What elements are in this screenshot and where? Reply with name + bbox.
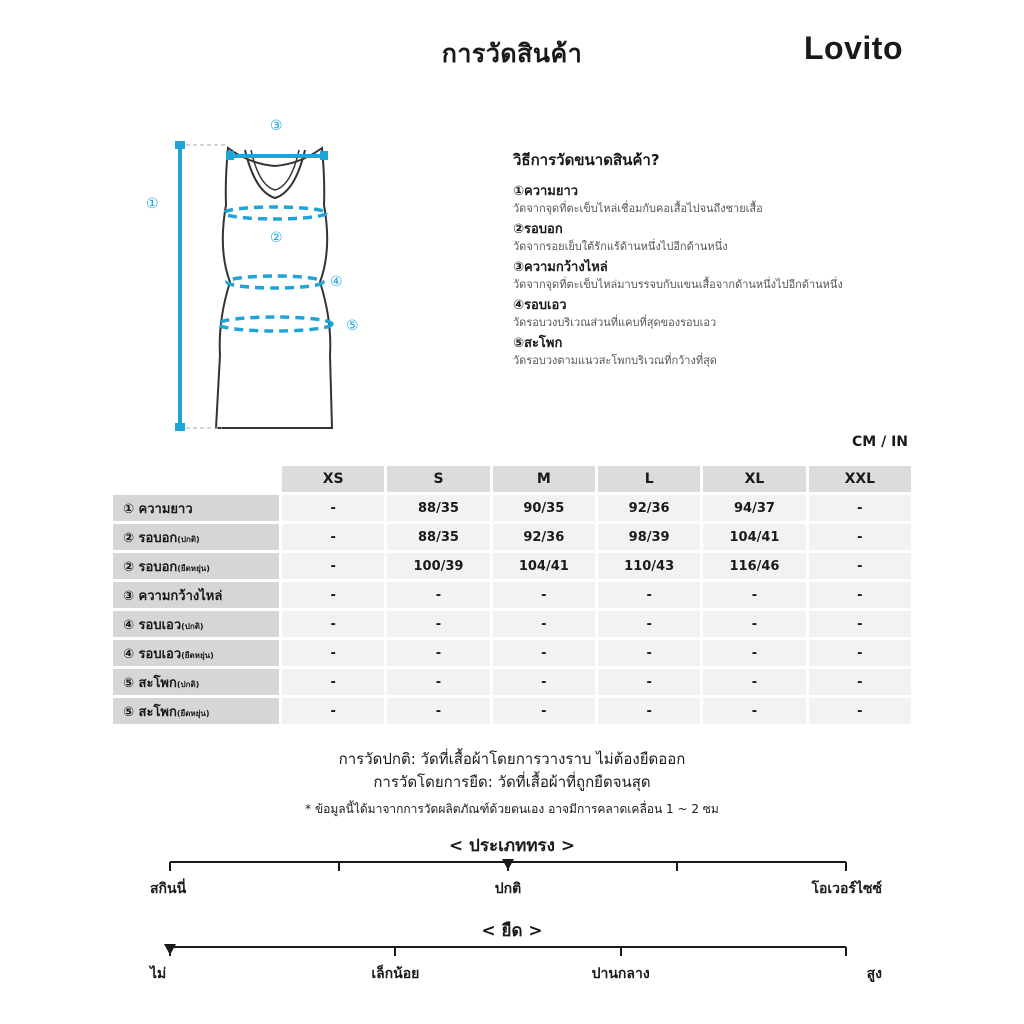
table-cell: - (282, 495, 384, 521)
table-cell: - (703, 698, 805, 724)
table-cell: - (598, 698, 700, 724)
length-label: ① (146, 196, 159, 212)
table-cell: - (598, 582, 700, 608)
disclaimer-note: * ข้อมูลนี้ได้มาจากการวัดผลิตภัณฑ์ด้วยตนเอง อาจมีการคลาดเคลื่อน 1 ~ 2 ซม (305, 802, 719, 816)
fit-selected-marker (502, 859, 514, 870)
table-corner-cell (113, 466, 279, 492)
how-to-measure-title: วิธีการวัดขนาดสินค้า? (513, 151, 660, 169)
hip-label: ⑤ (346, 318, 359, 334)
stretch-scale-tick (620, 947, 622, 956)
table-cell: - (703, 669, 805, 695)
table-body (113, 495, 911, 724)
row-label (113, 611, 279, 637)
table-row (113, 640, 911, 666)
howto-item-desc: วัดจากจุดที่ตะเข็บไหล่เชื่อมกับคอเสื้อไปจนถึงชายเสื้อ (513, 202, 763, 215)
table-cell: 94/37 (703, 495, 805, 521)
row-label (113, 582, 279, 608)
table-header-row (113, 466, 911, 492)
table-cell: - (282, 698, 384, 724)
row-label (113, 553, 279, 579)
table-row (113, 582, 911, 608)
table-cell: - (703, 640, 805, 666)
table-cell: - (809, 640, 911, 666)
stretch-option-label: ปานกลาง (591, 966, 650, 982)
howto-item (513, 296, 933, 331)
howto-item-head: ⑤สะโพก (513, 336, 563, 351)
stretch-option-label: ไม่ (150, 966, 167, 982)
table-cell: 110/43 (598, 553, 700, 579)
table-cell: - (493, 669, 595, 695)
table-cell: 88/35 (387, 524, 489, 550)
table-cell: - (809, 495, 911, 521)
row-label-text: ② รอบอก (123, 530, 178, 546)
row-label-text: ⑤ สะโพก (123, 675, 177, 691)
howto-item-desc: วัดรอบวงบริเวณส่วนที่แคบที่สุดของรอบเอว (513, 316, 717, 329)
fit-option-label: ปกติ (494, 881, 522, 897)
table-cell: - (493, 611, 595, 637)
howto-item-head: ②รอบอก (513, 222, 563, 237)
table-cell: 104/41 (703, 524, 805, 550)
stretch-option-label: เล็กน้อย (371, 966, 420, 982)
fit-option-label: โอเวอร์ไซซ์ (811, 881, 882, 897)
table-row (113, 669, 911, 695)
table-cell: - (598, 669, 700, 695)
table-cell: - (598, 640, 700, 666)
row-label (113, 669, 279, 695)
size-header: L (598, 466, 700, 492)
table-cell: - (387, 611, 489, 637)
fit-scale-tick (169, 862, 171, 871)
howto-item-head: ③ความกว้างไหล่ (513, 260, 608, 275)
stretch-scale-tick (394, 947, 396, 956)
size-header: XXL (809, 466, 911, 492)
table-cell: - (387, 669, 489, 695)
table-row (113, 611, 911, 637)
row-label-note: (ยืดหยุ่น) (176, 708, 210, 718)
table-cell: - (493, 582, 595, 608)
table-cell: - (282, 553, 384, 579)
dress-measurement-diagram (130, 110, 370, 440)
table-cell: - (387, 698, 489, 724)
table-cell: - (282, 611, 384, 637)
stretch-scale-line (170, 946, 846, 948)
table-cell: 88/35 (387, 495, 489, 521)
row-label-text: ④ รอบเอว (123, 646, 182, 662)
table-row (113, 553, 911, 579)
size-header: S (387, 466, 489, 492)
stretch-option-label: สูง (866, 966, 882, 982)
table-cell: - (809, 582, 911, 608)
row-label-text: ① ความยาว (123, 501, 193, 517)
stretch-measure-note: การวัดโดยการยืด: วัดที่เสื้อผ้าที่ถูกยืดจนสุด (373, 773, 651, 791)
size-table (110, 463, 914, 727)
table-cell: - (598, 611, 700, 637)
bust-label: ② (270, 230, 283, 246)
table-cell: - (809, 524, 911, 550)
stretch-selected-marker (164, 944, 176, 955)
table-cell: 90/35 (493, 495, 595, 521)
size-header: M (493, 466, 595, 492)
normal-measure-note: การวัดปกติ: วัดที่เสื้อผ้าโดยการวางราบ ไม่ต้องยืดออก (338, 750, 686, 768)
howto-item (513, 334, 933, 369)
table-cell: - (387, 640, 489, 666)
table-cell: - (282, 524, 384, 550)
shoulder-label: ③ (270, 118, 283, 134)
howto-item-head: ④รอบเอว (513, 298, 567, 313)
howto-item (513, 220, 933, 255)
row-label-note: (ปกติ) (176, 679, 200, 689)
table-cell: 92/36 (493, 524, 595, 550)
row-label-text: ⑤ สะโพก (123, 704, 177, 720)
how-to-measure (513, 148, 933, 372)
table-cell: 92/36 (598, 495, 700, 521)
table-row (113, 524, 911, 550)
row-label-note: (ปกติ) (177, 534, 200, 544)
unit-label: CM / IN (852, 434, 908, 450)
howto-item-desc: วัดจากรอยเย็บใต้รักแร้ด้านหนึ่งไปอีกด้านหนึ่ง (513, 240, 728, 253)
stretch-scale-title: < ยืด > (481, 921, 543, 941)
table-cell: - (809, 698, 911, 724)
row-label-text: ④ รอบเอว (123, 617, 182, 633)
howto-item-desc: วัดรอบวงตามแนวสะโพกบริเวณที่กว้างที่สุด (513, 354, 717, 367)
table-row (113, 495, 911, 521)
table-cell: - (282, 669, 384, 695)
page-title: การวัดสินค้า (441, 39, 583, 68)
table-cell: - (493, 640, 595, 666)
table-cell: - (809, 611, 911, 637)
table-cell: - (493, 698, 595, 724)
row-label-note: (ยืดหยุ่น) (177, 563, 210, 573)
size-header: XS (282, 466, 384, 492)
fit-scale-tick (845, 862, 847, 871)
fit-scale-tick (338, 862, 340, 871)
howto-item-desc: วัดจากจุดที่ตะเข็บไหล่มาบรรจบกับแขนเสื้อจากด้านหนึ่งไปอีกด้านหนึ่ง (513, 278, 843, 291)
howto-item-head: ①ความยาว (513, 184, 579, 199)
howto-item (513, 182, 933, 217)
table-cell: - (282, 582, 384, 608)
stretch-scale-tick (845, 947, 847, 956)
measurement-notes (0, 748, 1024, 819)
row-label-note: (ปกติ) (181, 621, 204, 631)
table-cell: 98/39 (598, 524, 700, 550)
table-cell: 116/46 (703, 553, 805, 579)
howto-item (513, 258, 933, 293)
table-cell: - (282, 640, 384, 666)
table-cell: - (809, 669, 911, 695)
table-cell: - (703, 611, 805, 637)
row-label (113, 640, 279, 666)
table-cell: - (703, 582, 805, 608)
row-label-text: ③ ความกว้างไหล่ (123, 588, 223, 604)
waist-label: ④ (330, 274, 343, 290)
table-cell: 104/41 (493, 553, 595, 579)
row-label (113, 524, 279, 550)
table-cell: - (387, 582, 489, 608)
row-label (113, 495, 279, 521)
size-header: XL (703, 466, 805, 492)
table-cell: - (809, 553, 911, 579)
fit-scale-title: < ประเภททรง > (448, 836, 576, 856)
brand-logo: Lovito (804, 30, 903, 66)
table-row (113, 698, 911, 724)
fit-scale-tick (676, 862, 678, 871)
table-cell: 100/39 (387, 553, 489, 579)
row-label-text: ② รอบอก (123, 559, 178, 575)
row-label (113, 698, 279, 724)
fit-option-label: สกินนี่ (150, 881, 187, 897)
row-label-note: (ยืดหยุ่น) (181, 650, 214, 660)
